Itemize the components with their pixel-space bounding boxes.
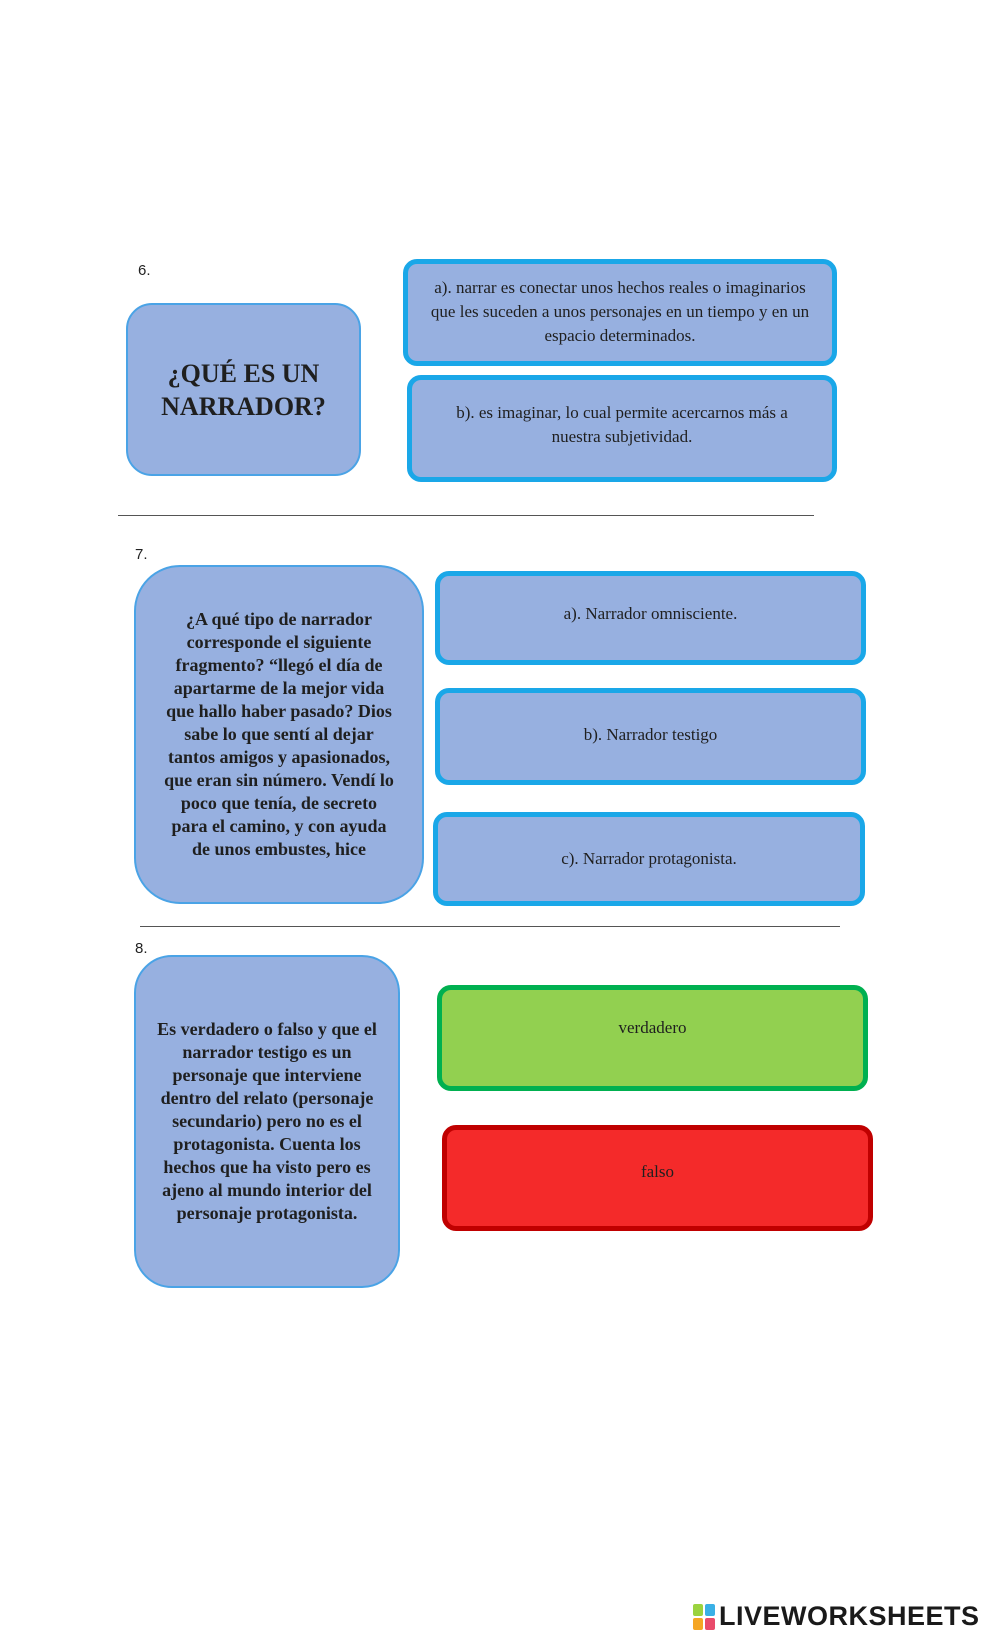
q7-option-a-label: a). Narrador omnisciente.: [563, 604, 738, 623]
q7-option-c[interactable]: [433, 812, 865, 906]
false-button-label: falso: [640, 1162, 675, 1181]
q6-option-b-label: b). es imaginar, lo cual permite acercarnos más a nuestra subjetividad.: [456, 403, 788, 446]
q6-option-a[interactable]: [403, 259, 837, 366]
question-number-8: 8.: [135, 940, 148, 957]
divider-1: [118, 515, 814, 516]
q7-option-a[interactable]: [435, 571, 866, 665]
divider-2: [140, 926, 840, 927]
liveworksheets-logo-text: LIVEWORKSHEETS: [719, 1601, 980, 1631]
liveworksheets-logo: [693, 1601, 980, 1632]
q6-option-b[interactable]: [407, 375, 837, 482]
question-number-7: 7.: [135, 546, 148, 563]
q7-option-b[interactable]: [435, 688, 866, 785]
false-button[interactable]: [442, 1125, 873, 1231]
question-8-box: [134, 955, 400, 1288]
question-6-text: ¿QUÉ ES UN NARRADOR?: [161, 358, 326, 421]
true-button-label: verdadero: [618, 1018, 687, 1037]
question-8-text: Es verdadero o falso y que el narrador testigo es un personaje que interviene dentro del relato (personaje secundario) pero no es el protagonista. Cuenta los hechos que ha visto pero es ajeno al mundo interior del personaje protagonista.: [157, 1019, 377, 1223]
question-7-text: ¿A qué tipo de narrador corresponde el siguiente fragmento? “llegó el día de apartarme de la mejor vida que hallo haber pasado? Dios sabe lo que sentí al dejar tantos amigos y apasionados, que eran sin número. Vendí lo poco que tenía, de secreto para el camino, y con ayuda de unos embustes, hice: [164, 609, 394, 859]
question-number-6: 6.: [138, 262, 151, 279]
liveworksheets-logo-icon: [693, 1604, 715, 1630]
question-7-box: [134, 565, 424, 904]
q7-option-b-label: b). Narrador testigo: [583, 725, 718, 744]
q6-option-a-label: a). narrar es conectar unos hechos reales o imaginarios que les suceden a unos personajes en un tiempo y en un espacio determinados.: [430, 278, 810, 345]
question-6-box: [126, 303, 361, 476]
q7-option-c-label: c). Narrador protagonista.: [561, 849, 737, 868]
true-button[interactable]: [437, 985, 868, 1091]
